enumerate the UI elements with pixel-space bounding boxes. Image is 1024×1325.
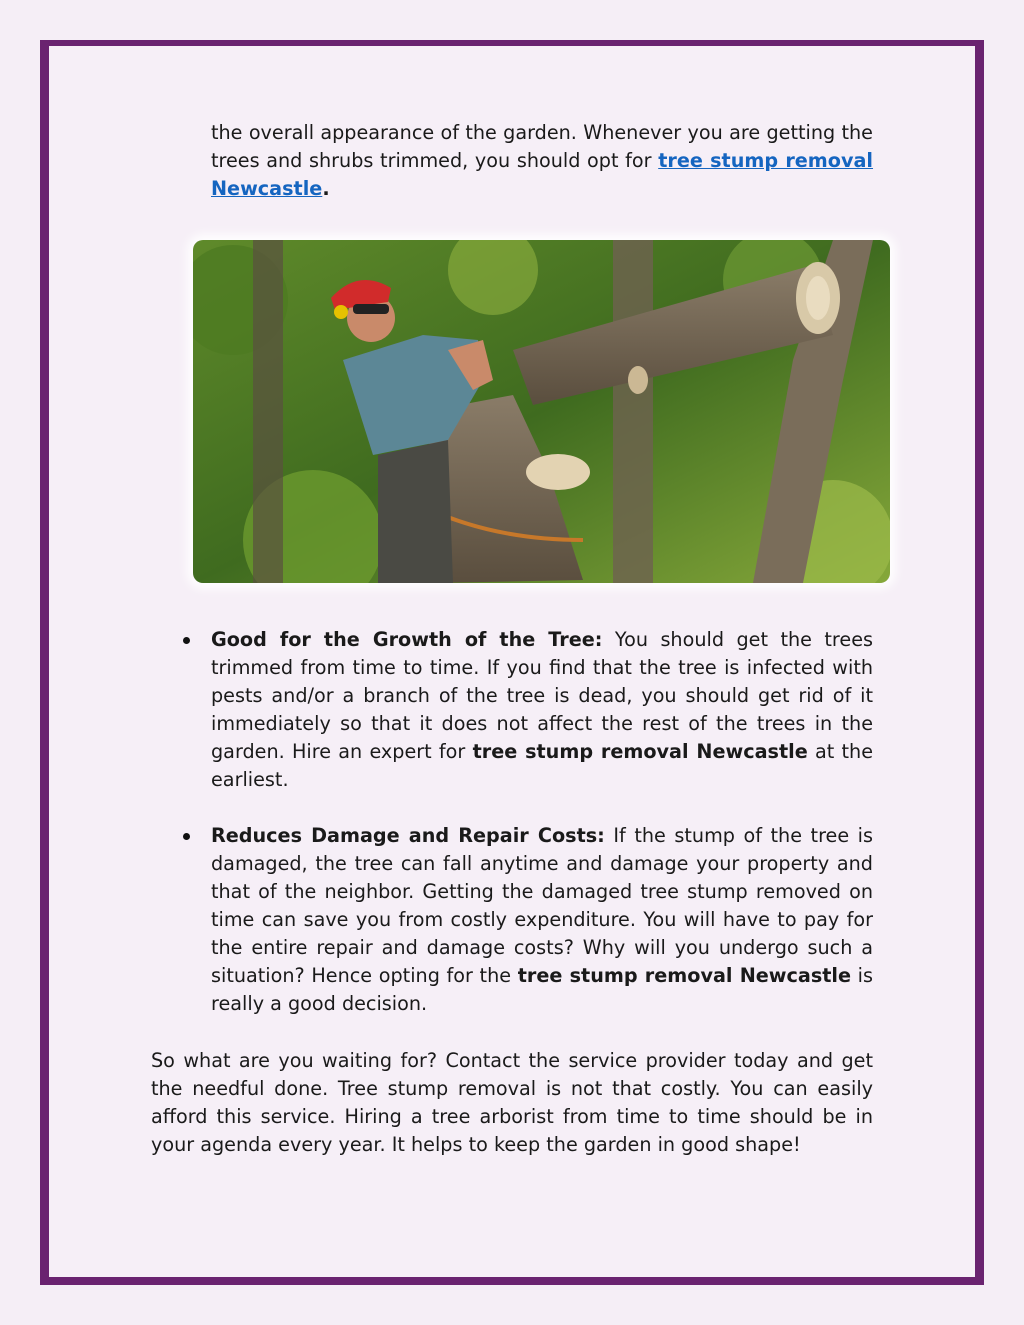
closing-paragraph: So what are you waiting for? Contact the service provider today and get the needful done. Tree stump removal is not that costly. You can easily afford this service. Hiring a tree arborist from time to time should be in your agenda every year. It helps to keep the garden in good shape! <box>151 1049 873 1156</box>
bullet-keyword: tree stump removal Newcastle <box>517 964 852 987</box>
tree-stump-removal-link[interactable]: tree stump removal Newcastle <box>211 149 874 200</box>
intro-paragraph <box>211 119 873 203</box>
bullet-list-growth <box>211 626 873 794</box>
arborist-photo <box>193 240 890 583</box>
bullet-icon <box>183 637 190 644</box>
intro-period: . <box>322 177 330 200</box>
bullet-text-end: at the earliest. <box>211 740 874 791</box>
bullet-keyword: tree stump removal Newcastle <box>472 740 808 763</box>
list-item <box>211 626 873 794</box>
bullet-text: You should get the trees trimmed from time to time. If you find that the tree is infected with pests and/or a branch of the tree is dead, you should get rid of it immediately so that it does not affect the rest of the trees in the garden. Hire an expert for <box>211 628 873 763</box>
bullet-list-damage <box>211 822 873 1018</box>
bullet-heading: Good for the Growth of the Tree: <box>211 628 603 651</box>
list-item <box>211 822 873 1018</box>
arborist-cutting-tree-photo-icon <box>193 240 890 583</box>
bullet-icon <box>183 833 190 840</box>
bullet-text: If the stump of the tree is damaged, the tree can fall anytime and damage your property and that of the neighbor. Getting the damaged tree stump removed on time can save you from costly expenditure. You will have to pay for the entire repair and damage costs? Why will you undergo such a situation? Hence opting for the <box>211 824 874 987</box>
bullet-text-end: is really a good decision. <box>211 964 874 1015</box>
bullet-heading: Reduces Damage and Repair Costs: <box>211 824 605 847</box>
intro-text: the overall appearance of the garden. Whenever you are getting the trees and shrubs trimmed, you should opt for <box>211 121 873 172</box>
